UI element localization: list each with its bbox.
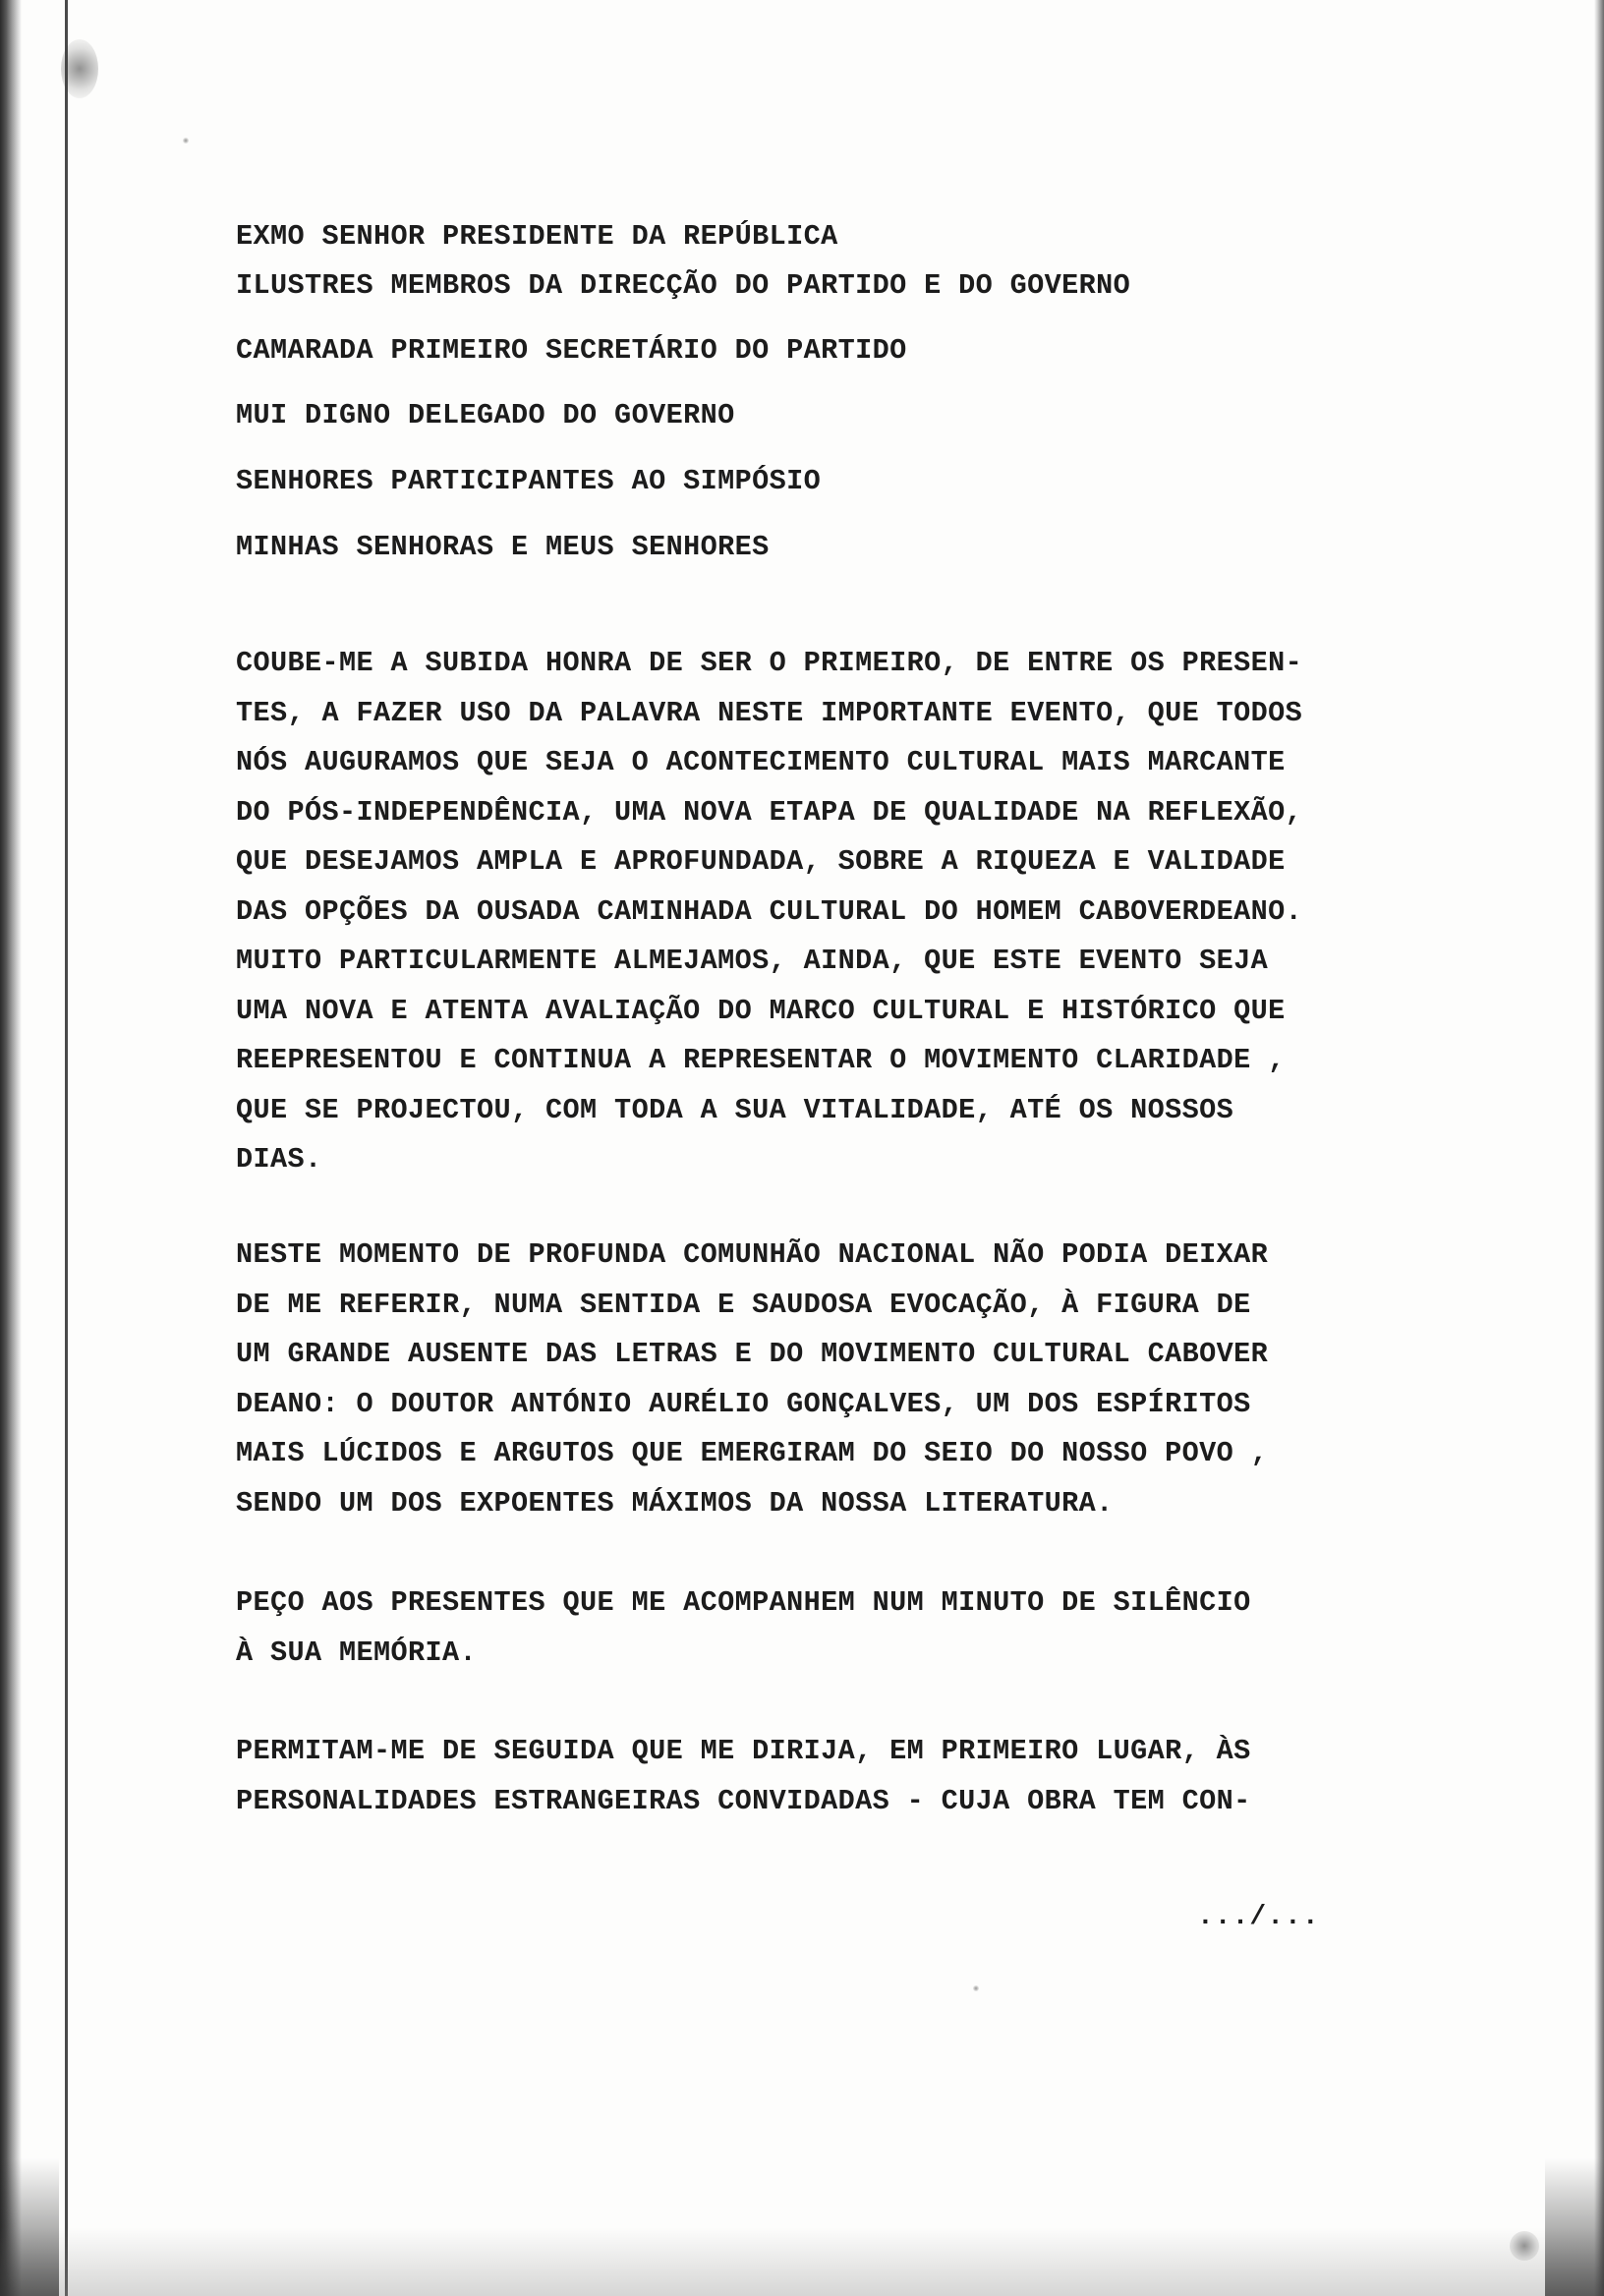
page-continuation-mark: .../... bbox=[1197, 1902, 1320, 1932]
text-line: PEÇO AOS PRESENTES QUE ME ACOMPANHEM NUM MINUTO DE SILÊNCIO bbox=[236, 1586, 1251, 1619]
paragraph-tribute bbox=[236, 1231, 1268, 1528]
text-line: PERSONALIDADES ESTRANGEIRAS CONVIDADAS - CUJA OBRA TEM CON- bbox=[236, 1784, 1251, 1817]
scan-dot bbox=[973, 1985, 979, 1991]
scan-corner-right bbox=[1545, 2158, 1604, 2296]
text-line: QUE DESEJAMOS AMPLA E APROFUNDADA, SOBRE A RIQUEZA E VALIDADE bbox=[236, 845, 1286, 878]
scan-binding-line bbox=[65, 0, 68, 2296]
text-line: COUBE-ME A SUBIDA HONRA DE SER O PRIMEIRO, DE ENTRE OS PRESEN- bbox=[236, 647, 1303, 679]
text-line: TES, A FAZER USO DA PALAVRA NESTE IMPORTANTE EVENTO, QUE TODOS bbox=[236, 696, 1303, 729]
salutation-line: CAMARADA PRIMEIRO SECRETÁRIO DO PARTIDO bbox=[236, 334, 907, 367]
scan-smudge bbox=[61, 39, 98, 98]
text-line: UM GRANDE AUSENTE DAS LETRAS E DO MOVIMENTO CULTURAL CABOVER bbox=[236, 1338, 1269, 1370]
paragraph-silence bbox=[236, 1578, 1251, 1678]
text-line: MUITO PARTICULARMENTE ALMEJAMOS, AINDA, QUE ESTE EVENTO SEJA bbox=[236, 945, 1269, 977]
salutation-line: EXMO SENHOR PRESIDENTE DA REPÚBLICA bbox=[236, 220, 838, 253]
text-line: QUE SE PROJECTOU, COM TODA A SUA VITALIDADE, ATÉ OS NOSSOS bbox=[236, 1093, 1234, 1126]
scan-corner-left bbox=[0, 2158, 59, 2296]
text-line: SENDO UM DOS EXPOENTES MÁXIMOS DA NOSSA LITERATURA. bbox=[236, 1486, 1114, 1520]
scan-dot bbox=[183, 138, 189, 144]
text-line: À SUA MEMÓRIA. bbox=[236, 1636, 478, 1669]
text-line: DO PÓS-INDEPENDÊNCIA, UMA NOVA ETAPA DE QUALIDADE NA REFLEXÃO, bbox=[236, 795, 1303, 829]
paragraph-opening bbox=[236, 639, 1302, 1185]
text-line: UMA NOVA E ATENTA AVALIAÇÃO DO MARCO CULTURAL E HISTÓRICO QUE bbox=[236, 994, 1286, 1027]
salutation-line: SENHORES PARTICIPANTES AO SIMPÓSIO bbox=[236, 465, 822, 497]
salutation-line: ILUSTRES MEMBROS DA DIRECÇÃO DO PARTIDO E DO GOVERNO bbox=[236, 269, 1131, 302]
text-line: NÓS AUGURAMOS QUE SEJA O ACONTECIMENTO CULTURAL MAIS MARCANTE bbox=[236, 746, 1286, 778]
scan-edge-left bbox=[0, 0, 22, 2296]
text-line: DAS OPÇÕES DA OUSADA CAMINHADA CULTURAL DO HOMEM CABOVERDEANO. bbox=[236, 894, 1303, 928]
text-line: PERMITAM-ME DE SEGUIDA QUE ME DIRIJA, EM PRIMEIRO LUGAR, ÀS bbox=[236, 1735, 1251, 1767]
text-line: NESTE MOMENTO DE PROFUNDA COMUNHÃO NACIONAL NÃO PODIA DEIXAR bbox=[236, 1238, 1269, 1271]
text-line: DEANO: O DOUTOR ANTÓNIO AURÉLIO GONÇALVES, UM DOS ESPÍRITOS bbox=[236, 1387, 1251, 1420]
scan-edge-right bbox=[1594, 0, 1604, 2296]
text-line: REEPRESENTOU E CONTINUA A REPRESENTAR O MOVIMENTO CLARIDADE , bbox=[236, 1044, 1286, 1076]
text-line: MAIS LÚCIDOS E ARGUTOS QUE EMERGIRAM DO SEIO DO NOSSO POVO , bbox=[236, 1437, 1269, 1469]
salutation-line: MINHAS SENHORAS E MEUS SENHORES bbox=[236, 531, 770, 563]
scan-bottom-noise bbox=[0, 2227, 1604, 2296]
text-line: DE ME REFERIR, NUMA SENTIDA E SAUDOSA EVOCAÇÃO, À FIGURA DE bbox=[236, 1288, 1251, 1321]
paragraph-guests bbox=[236, 1727, 1251, 1826]
salutation-line: MUI DIGNO DELEGADO DO GOVERNO bbox=[236, 399, 735, 431]
text-line: DIAS. bbox=[236, 1143, 322, 1176]
